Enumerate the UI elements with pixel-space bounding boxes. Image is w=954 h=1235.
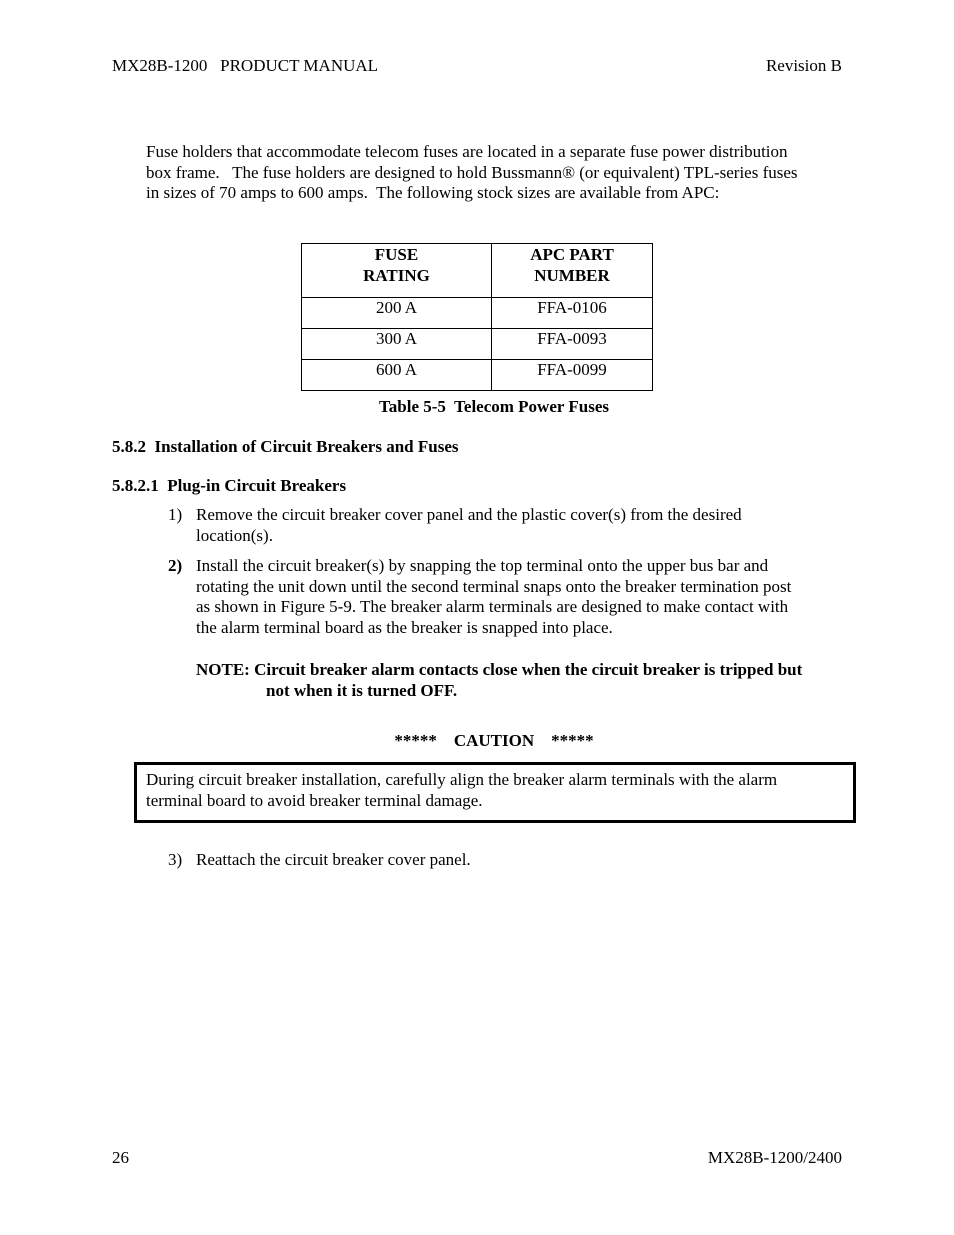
table-row: [302, 298, 653, 329]
header-title: MX28B-1200 PRODUCT MANUAL: [112, 56, 379, 75]
intro-line: box frame. The fuse holders are designed to hold Bussmann® (or equivalent) TPL-series fuses: [146, 162, 798, 182]
section-heading-5-8-2: 5.8.2 Installation of Circuit Breakers and Fuses: [112, 437, 459, 456]
caution-heading: ***** CAUTION *****: [394, 731, 594, 750]
step-number: 2): [168, 556, 183, 575]
part-number-cell: FFA-0106: [492, 298, 653, 329]
footer-model: MX28B-1200/2400: [707, 1148, 842, 1167]
table-row: [302, 360, 653, 391]
intro-line: Fuse holders that accommodate telecom fuses are located in a separate fuse power distribution: [146, 142, 788, 161]
part-number-cell: FFA-0099: [492, 360, 653, 391]
header-apc-part-number: APC PART NUMBER: [492, 244, 653, 298]
step-text: Remove the circuit breaker cover panel and the plastic cover(s) from the desired location(s).: [196, 505, 742, 545]
intro-paragraph: [146, 142, 846, 204]
table-caption: Table 5-5 Telecom Power Fuses: [379, 397, 609, 416]
table-row: [302, 329, 653, 360]
header-revision: Revision B: [765, 56, 842, 75]
intro-line: in sizes of 70 amps to 600 amps. The following stock sizes are available from APC:: [146, 183, 720, 202]
fuse-rating-cell: 200 A: [302, 298, 492, 329]
fuse-table: [301, 243, 653, 391]
step-text: Install the circuit breaker(s) by snapping the top terminal onto the upper bus bar and rotating the unit down until the second terminal snaps onto the breaker termination post as shown in Figure 5-9. The breaker alarm terminals are designed to make contact with the alarm terminal board as the breaker is snapped into place.: [196, 556, 792, 637]
step-text: Reattach the circuit breaker cover panel.: [196, 850, 471, 869]
caution-box: During circuit breaker installation, carefully align the breaker alarm terminals with the alarm terminal board to avoid breaker terminal damage.: [134, 762, 856, 823]
fuse-rating-cell: 300 A: [302, 329, 492, 360]
part-number-cell: FFA-0093: [492, 329, 653, 360]
page-number: 26: [112, 1148, 129, 1167]
table-header-row: [302, 244, 653, 298]
section-heading-5-8-2-1: 5.8.2.1 Plug-in Circuit Breakers: [112, 476, 347, 495]
step-number: 3): [168, 850, 183, 869]
note: NOTE: Circuit breaker alarm contacts close when the circuit breaker is tripped but not when it is turned OFF.: [196, 660, 803, 700]
header-fuse-rating: FUSE RATING: [302, 244, 492, 298]
fuse-rating-cell: 600 A: [302, 360, 492, 391]
step-number: 1): [168, 505, 183, 524]
